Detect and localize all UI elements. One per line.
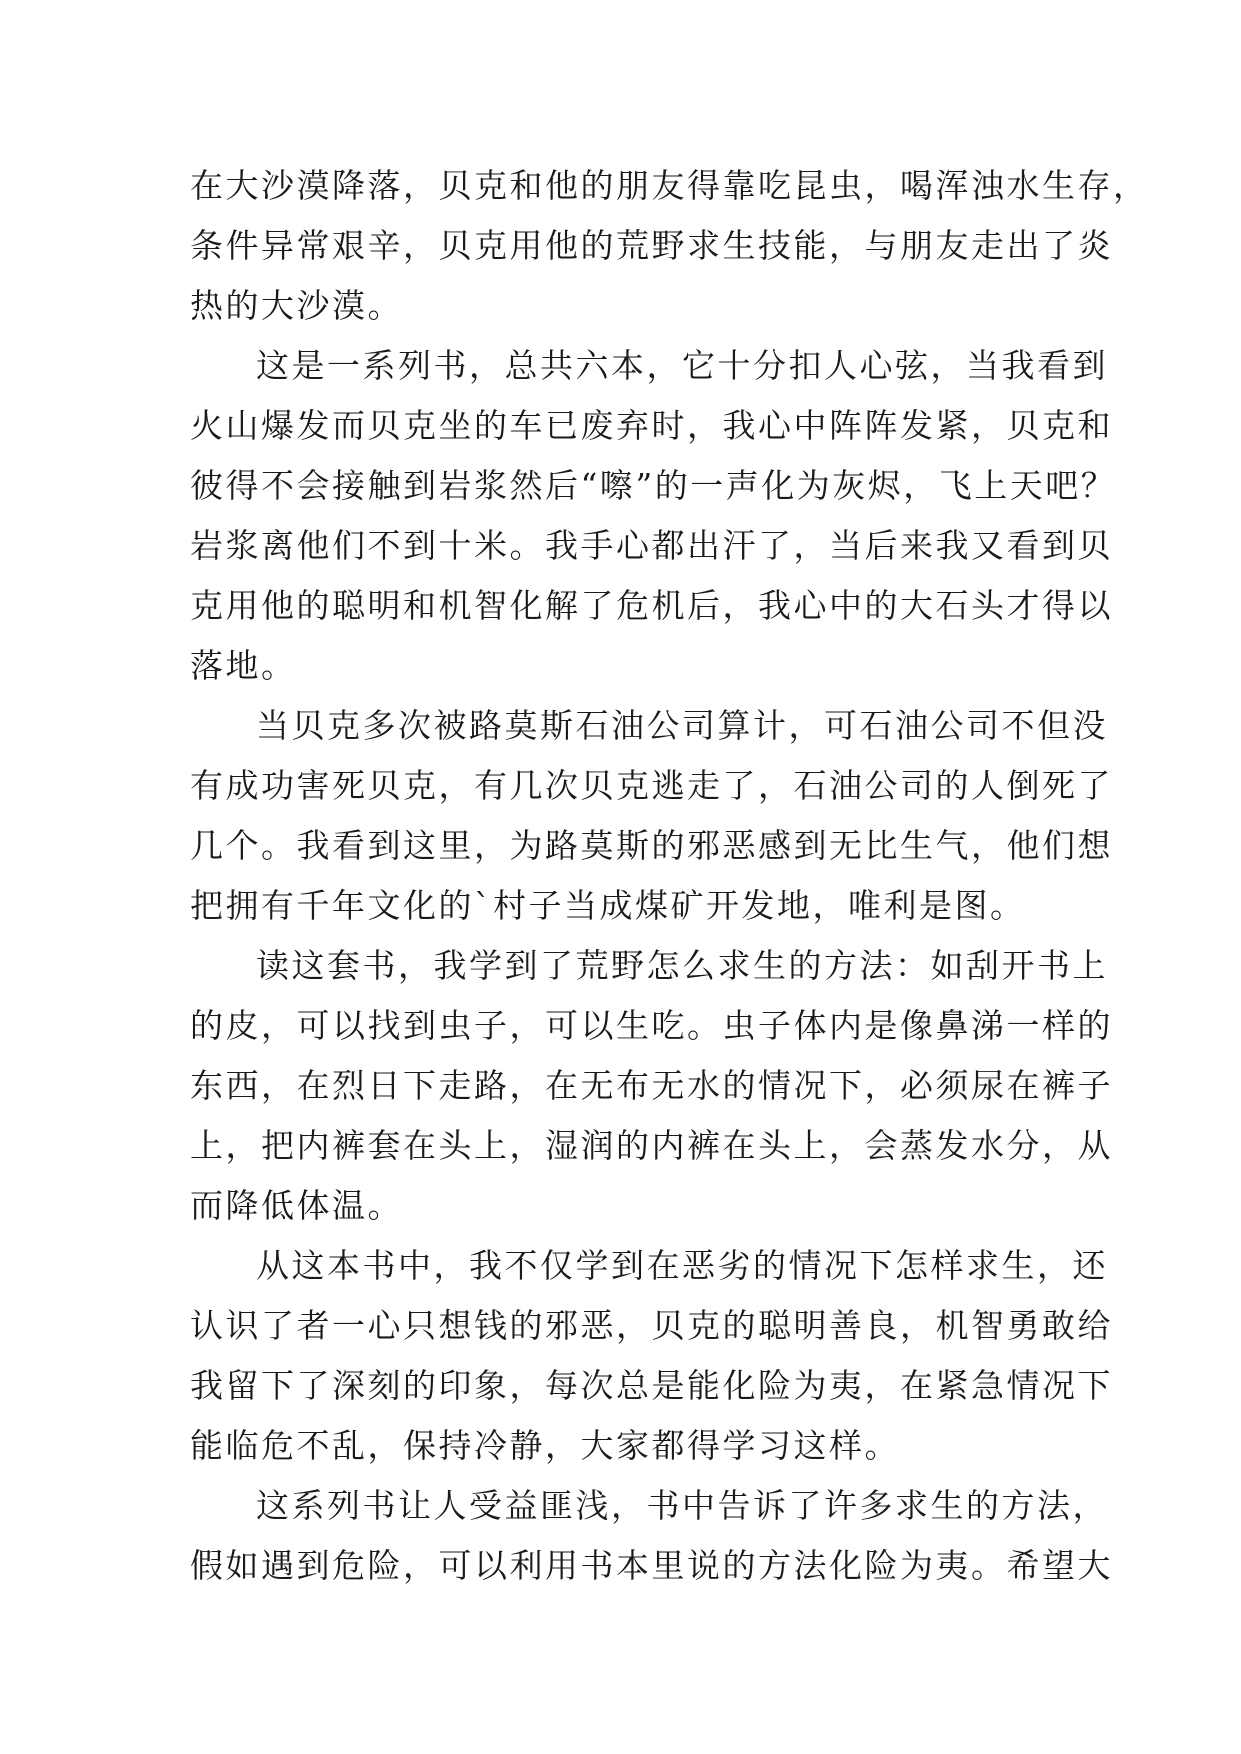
text-line: 我留下了深刻的印象，每次总是能化险为夷，在紧急情况下 <box>190 1366 1113 1405</box>
text-line: 能临危不乱，保持冷静，大家都得学习这样。 <box>190 1426 900 1465</box>
text-line: 岩浆离他们不到十米。我手心都出汗了，当后来我又看到贝 <box>190 526 1113 565</box>
text-line: 而降低体温。 <box>190 1186 403 1225</box>
paragraph <box>190 696 1113 936</box>
text-line: 读这套书，我学到了荒野怎么求生的方法：如刮开书上 <box>256 946 1108 985</box>
paragraph <box>190 1236 1113 1476</box>
text-line: 热的大沙漠。 <box>190 286 403 325</box>
text-line: 克用他的聪明和机智化解了危机后，我心中的大石头才得以 <box>190 586 1113 625</box>
text-line: 假如遇到危险，可以利用书本里说的方法化险为夷。希望大 <box>190 1546 1113 1585</box>
text-line: 认识了者一心只想钱的邪恶，贝克的聪明善良，机智勇敢给 <box>190 1306 1113 1345</box>
paragraph <box>190 1476 1113 1596</box>
text-line: 彼得不会接触到岩浆然后“嚓”的一声化为灰烬，飞上天吧？ <box>190 466 1117 505</box>
essay-body <box>190 156 1149 1596</box>
paragraph <box>190 336 1117 696</box>
text-line: 几个。我看到这里，为路莫斯的邪恶感到无比生气，他们想 <box>190 826 1113 865</box>
text-line: 这是一系列书，总共六本，它十分扣人心弦，当我看到 <box>256 346 1108 385</box>
text-line: 条件异常艰辛，贝克用他的荒野求生技能，与朋友走出了炎 <box>190 226 1113 265</box>
text-line: 落地。 <box>190 646 297 685</box>
text-line: 东西，在烈日下走路，在无布无水的情况下，必须尿在裤子 <box>190 1066 1113 1105</box>
text-line: 上，把内裤套在头上，湿润的内裤在头上，会蒸发水分，从 <box>190 1126 1113 1165</box>
text-line: 当贝克多次被路莫斯石油公司算计，可石油公司不但没 <box>256 706 1108 745</box>
text-line: 从这本书中，我不仅学到在恶劣的情况下怎样求生，还 <box>256 1246 1108 1285</box>
text-line: 把拥有千年文化的`村子当成煤矿开发地，唯利是图。 <box>190 886 1026 925</box>
paragraph <box>190 936 1113 1236</box>
paragraph <box>190 156 1149 336</box>
text-line: 在大沙漠降落，贝克和他的朋友得靠吃昆虫，喝浑浊水生存， <box>190 166 1149 205</box>
text-line: 的皮，可以找到虫子，可以生吃。虫子体内是像鼻涕一样的 <box>190 1006 1113 1045</box>
text-line: 火山爆发而贝克坐的车已废弃时，我心中阵阵发紧，贝克和 <box>190 406 1113 445</box>
text-line: 有成功害死贝克，有几次贝克逃走了，石油公司的人倒死了 <box>190 766 1113 805</box>
text-line: 这系列书让人受益匪浅，书中告诉了许多求生的方法， <box>256 1486 1108 1525</box>
